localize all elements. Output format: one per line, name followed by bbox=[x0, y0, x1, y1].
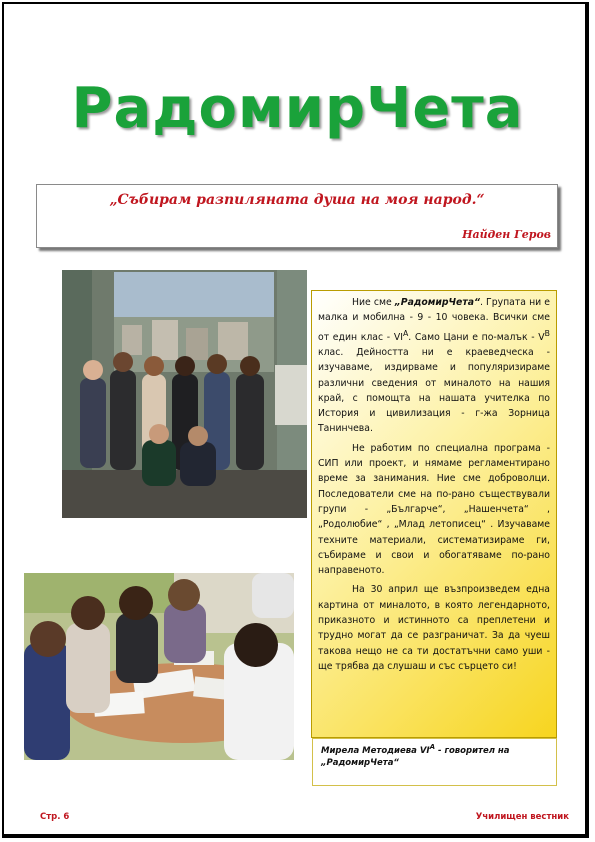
reading-photo-illustration bbox=[24, 573, 294, 760]
article-text-c: клас. Дейността ни е краеведческа - изучаваме, издирваме и популяризираме различни сведения от миналото на нашия край, с помощта на нашата учителка по История и цивилизация - г-жа Зорница Танинчева. bbox=[318, 346, 550, 435]
class-superscript-1: А bbox=[402, 328, 409, 338]
group-name: „РадомирЧета“ bbox=[394, 297, 480, 308]
quote-text: „Събирам разпиляната душа на моя народ.“ bbox=[109, 192, 485, 208]
class-superscript-2: В bbox=[544, 328, 550, 338]
article-paragraph-2: Не работим по специална програма - СИП или проект, и нямаме регламентирано време за занимания. Ние сме доброволци. Последователи сме на по-рано съществували групи - „Българче“, „Нашенчета“ , „Родолюбие“ , „Млад летописец“ . Изучаваме техните материали, систематизираме ги, събираме и свои и обогатяваме по-рано направеното. bbox=[318, 442, 550, 577]
article-text-a: . Групата ни е малка и мобилна - 9 - 10 човека. Всички сме от един клас - VI bbox=[318, 297, 550, 343]
reading-photo bbox=[24, 573, 294, 760]
quote-box bbox=[36, 184, 558, 248]
article-box bbox=[311, 290, 557, 738]
newspaper-title: РадомирЧета bbox=[71, 76, 524, 141]
author-name: Мирела Методиева VI bbox=[321, 745, 430, 756]
author-role: - говорител на bbox=[435, 745, 510, 756]
article-text-b: . Само Цани е по-малък - V bbox=[408, 331, 545, 343]
page-number: Стр. 6 bbox=[40, 812, 70, 822]
article-paragraph-3: На 30 април ще възпроизведем една картина от миналото, в която легендарното, приказното и истинното са преплетени и трудно могат да се разграничат. За да чуеш такова нещо не са ти достатъчни само уши - ще трябва да слушаш и със сърцето си! bbox=[318, 584, 550, 672]
article-lead: Ние сме bbox=[352, 297, 392, 308]
author-group: „РадомирЧета“ bbox=[321, 757, 399, 768]
author-class-superscript: А bbox=[429, 742, 436, 751]
quote-author: Найден Геров bbox=[462, 228, 551, 241]
group-photo bbox=[62, 270, 307, 518]
article-paragraph-1 bbox=[318, 295, 550, 437]
publication-name: Училищен вестник bbox=[475, 812, 569, 822]
signature-box bbox=[312, 738, 557, 786]
group-photo-illustration bbox=[62, 270, 307, 518]
